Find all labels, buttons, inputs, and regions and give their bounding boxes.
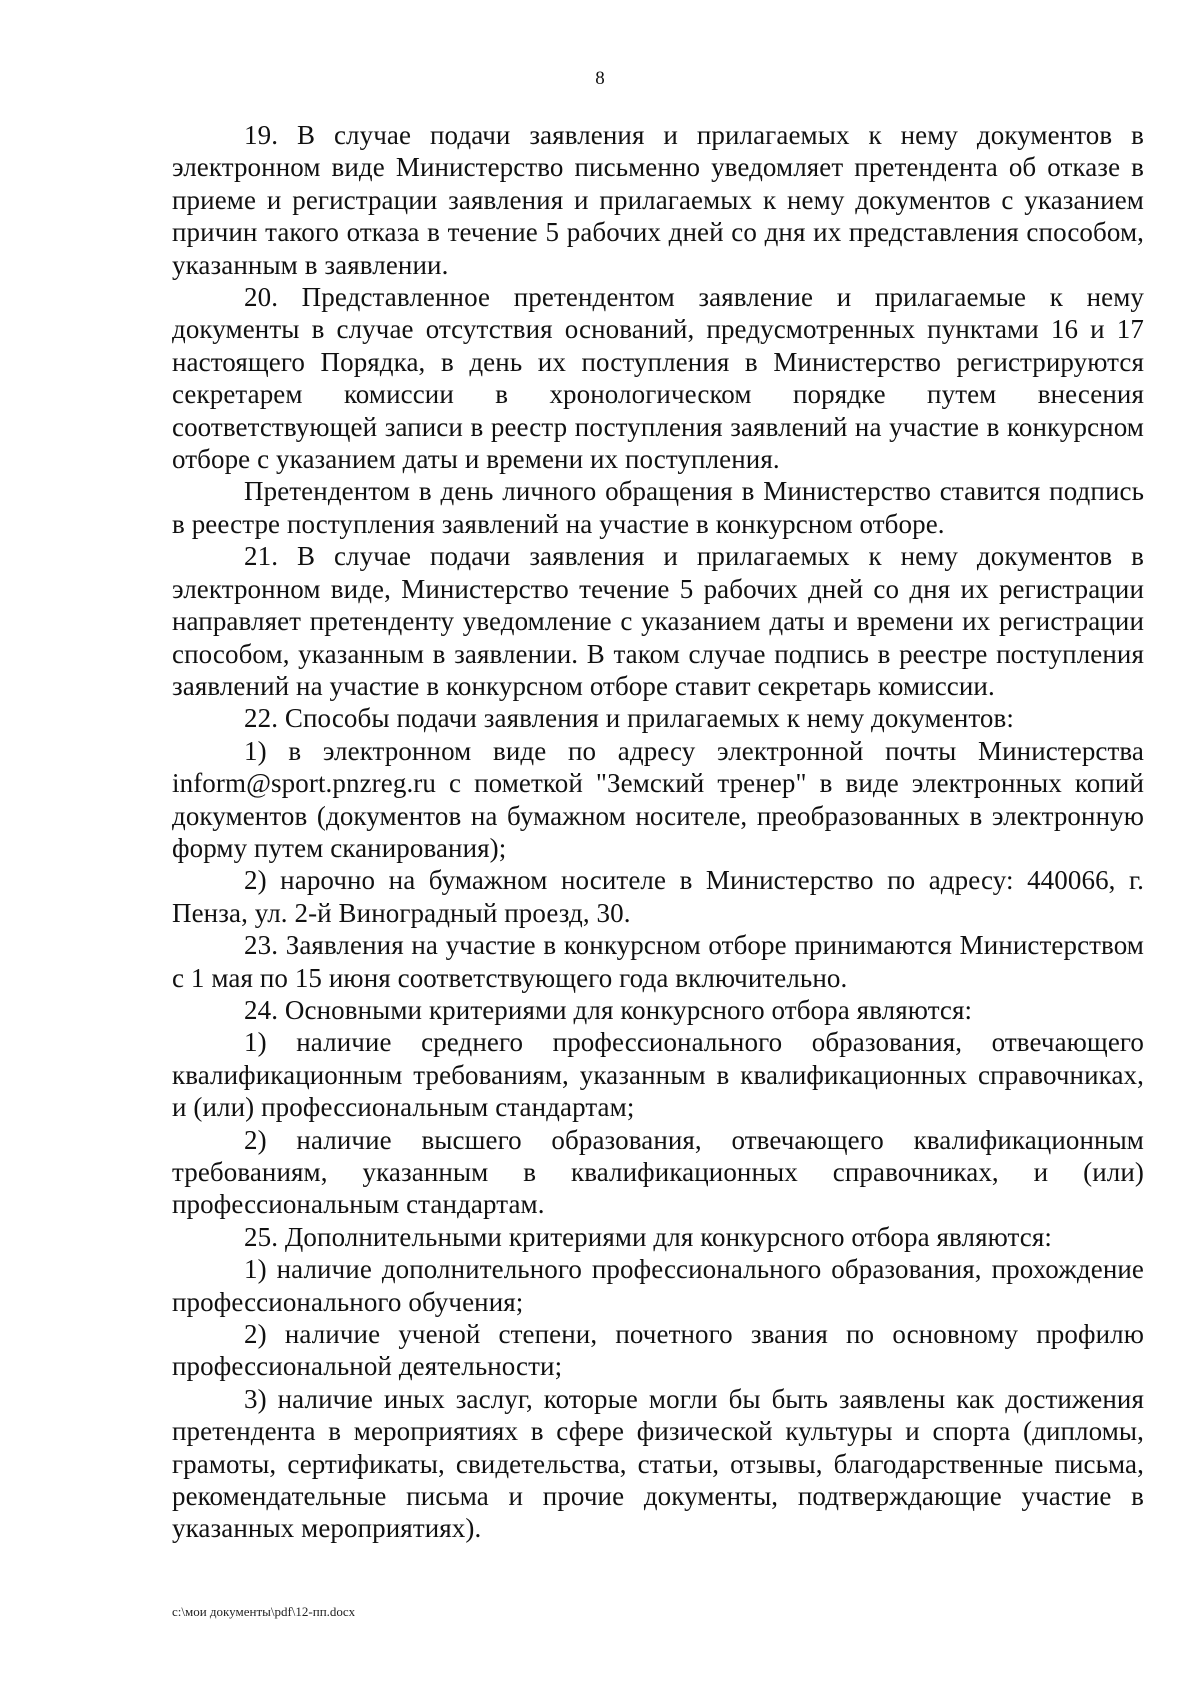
page-number: 8	[595, 68, 605, 89]
paragraph-19: 19. В случае подачи заявления и прилагаемых к нему документов в электронном виде Министерство письменно уведомляет претендента об отказе в приеме и регистрации заявления и прилагаемых к нему документов с указанием причин такого отказа в течение 5 рабочих дней со дня их представления способом, указанным в заявлении.	[172, 120, 1144, 280]
paragraph-20-signature: Претендентом в день личного обращения в Министерство ставится подпись в реестре поступления заявлений на участие в конкурсном отборе.	[172, 476, 1144, 539]
paragraph-22-item-1: 1) в электронном виде по адресу электронной почты Министерства inform@sport.pnzreg.ru с пометкой "Земский тренер" в виде электронных копий документов (документов на бумажном носителе, преобразованных в электронную форму путем сканирования);	[172, 735, 1144, 863]
paragraph-25-item-1: 1) наличие дополнительного профессионального образования, прохождение профессионального обучения;	[172, 1254, 1144, 1317]
document-body	[172, 119, 1144, 1545]
paragraph-23: 23. Заявления на участие в конкурсном отборе принимаются Министерством с 1 мая по 15 июня соответствующего года включительно.	[172, 930, 1144, 993]
paragraph-25: 25. Дополнительными критериями для конкурсного отбора являются:	[244, 1221, 1052, 1252]
paragraph-24-item-2: 2) наличие высшего образования, отвечающего квалификационным требованиям, указанным в квалификационных справочниках, и (или) профессиональным стандартам.	[172, 1124, 1144, 1220]
paragraph-24: 24. Основными критериями для конкурсного отбора являются:	[244, 994, 973, 1025]
paragraph-21: 21. В случае подачи заявления и прилагаемых к нему документов в электронном виде, Министерство течение 5 рабочих дней со дня их регистрации направляет претенденту уведомление с указанием даты и времени их регистрации способом, указанным в заявлении. В таком случае подпись в реестре поступления заявлений на участие в конкурсном отборе ставит секретарь комиссии.	[172, 541, 1144, 701]
paragraph-24-item-1: 1) наличие среднего профессионального образования, отвечающего квалификационным требованиям, указанным в квалификационных справочниках, и (или) профессиональным стандартам;	[172, 1027, 1144, 1123]
paragraph-22-item-2: 2) нарочно на бумажном носителе в Министерство по адресу: 440066, г. Пенза, ул. 2-й Виноградный проезд, 30.	[172, 865, 1144, 928]
paragraph-25-item-2: 2) наличие ученой степени, почетного звания по основному профилю профессиональной деятельности;	[172, 1319, 1144, 1382]
paragraph-25-item-3: 3) наличие иных заслуг, которые могли бы быть заявлены как достижения претендента в мероприятиях в сфере физической культуры и спорта (дипломы, грамоты, сертификаты, свидетельства, статьи, отзывы, благодарственные письма, рекомендательные письма и прочие документы, подтверждающие участие в указанных мероприятиях).	[172, 1383, 1144, 1544]
footer-file-path: c:\мои документы\pdf\12-пп.docx	[172, 1604, 356, 1619]
paragraph-22: 22. Способы подачи заявления и прилагаемых к нему документов:	[244, 703, 1014, 734]
paragraph-20: 20. Представленное претендентом заявление и прилагаемые к нему документы в случае отсутствия оснований, предусмотренных пунктами 16 и 17 настоящего Порядка, в день их поступления в Министерство регистрируются секретарем комиссии в хронологическом порядке путем внесения соответствующей записи в реестр поступления заявлений на участие в конкурсном отборе с указанием даты и времени их поступления.	[172, 282, 1144, 475]
